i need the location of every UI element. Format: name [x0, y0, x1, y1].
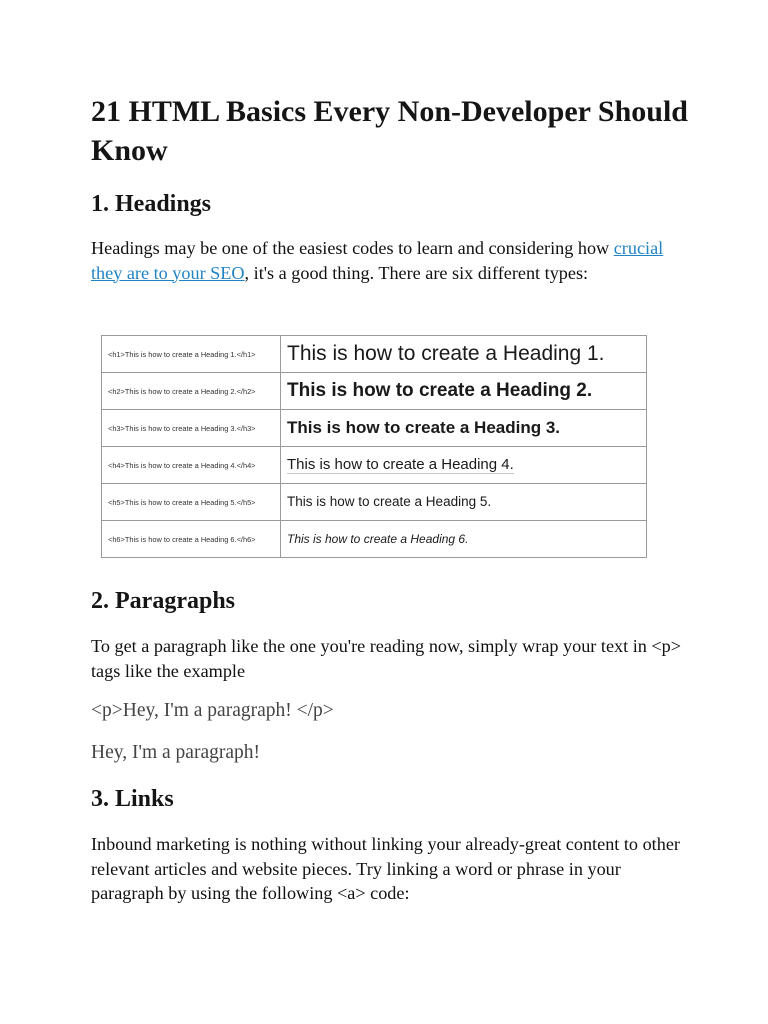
heading-render-cell [281, 447, 647, 484]
table-row [102, 447, 647, 484]
paragraph-rendered-example: Hey, I'm a paragraph! [91, 742, 260, 763]
section-heading-paragraphs: 2. Paragraphs [91, 588, 235, 614]
heading-render-cell [281, 336, 647, 373]
heading-code-cell: <h1>This is how to create a Heading 1.</h1> [102, 336, 281, 373]
headings-paragraph-text-start: Headings may be one of the easiest codes to learn and considering how [91, 238, 614, 258]
heading-1-sample: This is how to create a Heading 1. [287, 342, 605, 365]
heading-6-sample: This is how to create a Heading 6. [287, 532, 469, 546]
table-row [102, 336, 647, 373]
links-paragraph: Inbound marketing is nothing without linking your already-great content to other relevant articles and website pieces. Try linking a word or phrase in your paragraph by using the following <a> code: [91, 834, 680, 903]
heading-code-cell: <h4>This is how to create a Heading 4.</h4> [102, 447, 281, 484]
headings-paragraph [91, 236, 681, 285]
section-heading-links: 3. Links [91, 786, 174, 812]
heading-render-cell [281, 410, 647, 447]
section-heading-headings: 1. Headings [91, 191, 212, 217]
heading-4-sample: This is how to create a Heading 4. [287, 456, 514, 473]
page-title: 21 HTML Basics Every Non-Developer Should Know [91, 95, 688, 167]
table-row [102, 373, 647, 410]
headings-example-table [101, 335, 647, 558]
heading-code-cell: <h5>This is how to create a Heading 5.</h5> [102, 484, 281, 521]
heading-3-sample: This is how to create a Heading 3. [287, 418, 561, 437]
table-row [102, 410, 647, 447]
heading-code-cell: <h2>This is how to create a Heading 2.</h2> [102, 373, 281, 410]
heading-2-sample: This is how to create a Heading 2. [287, 380, 593, 401]
seo-link[interactable]: crucial they are to your SEO [91, 238, 664, 283]
heading-render-cell [281, 521, 647, 558]
heading-render-cell [281, 373, 647, 410]
paragraph-code-example: <p>Hey, I'm a paragraph! </p> [91, 700, 334, 721]
heading-code-cell: <h3>This is how to create a Heading 3.</h3> [102, 410, 281, 447]
headings-paragraph-text-end: , it's a good thing. There are six different types: [244, 262, 589, 283]
table-row [102, 521, 647, 558]
paragraphs-paragraph: To get a paragraph like the one you're reading now, simply wrap your text in <p> tags like the example [91, 636, 682, 681]
table-row [102, 484, 647, 521]
heading-5-sample: This is how to create a Heading 5. [287, 494, 492, 509]
heading-render-cell [281, 484, 647, 521]
heading-code-cell: <h6>This is how to create a Heading 6.</h6> [102, 521, 281, 558]
